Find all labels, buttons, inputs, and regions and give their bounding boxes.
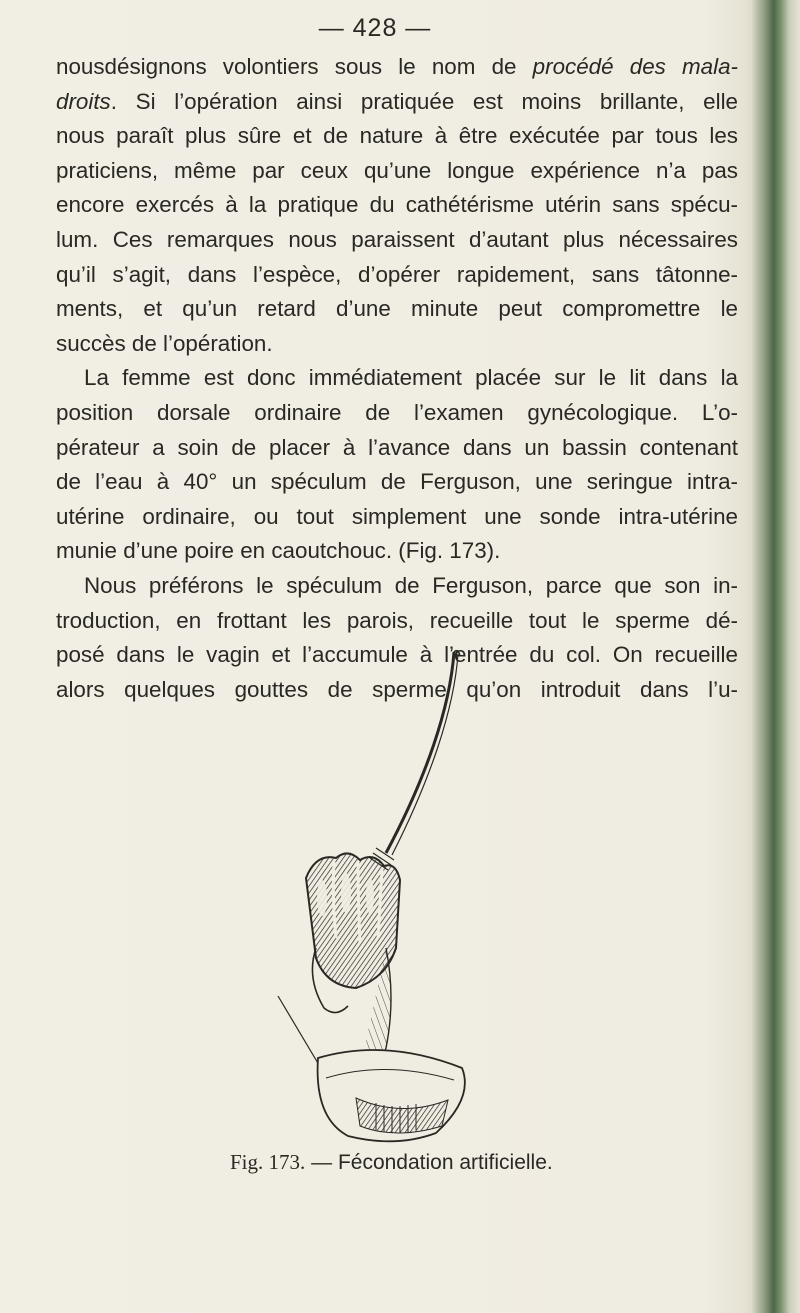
figure-caption — [230, 1150, 630, 1175]
page-edge-shadow — [752, 0, 800, 1313]
text-line: ments, et qu’un retard d’une minute peut compromettre le — [56, 296, 738, 322]
syringe-hand-engraving — [236, 648, 536, 1168]
text-line: de l’eau à 40° un spéculum de Ferguson, une seringue intra- — [56, 469, 738, 495]
text-line: praticiens, même par ceux qu’une longue expérience n’a pas — [56, 157, 738, 183]
text-line: encore exercés à la pratique du cathétérisme utérin sans spécu- — [56, 192, 738, 218]
body-text — [56, 50, 738, 707]
text-line: pérateur a soin de placer à l’avance dans un bassin contenant — [56, 434, 738, 460]
text-line: utérine ordinaire, ou tout simplement une sonde intra-utérine — [56, 503, 738, 529]
text-line: La femme est donc immédiatement placée sur le lit dans la — [84, 365, 738, 391]
text-line: posé dans le vagin et l’accumule à l’entrée du col. On recueille — [56, 642, 738, 668]
text-line: succès de l’opération. — [56, 330, 273, 356]
figure-illustration — [236, 648, 536, 1168]
text-line: qu’il s’agit, dans l’espèce, d’opérer rapidement, sans tâtonne- — [56, 261, 738, 287]
text-line: droits. Si l’opération ainsi pratiquée est moins brillante, elle — [56, 88, 738, 114]
figure-caption-text: — Fécondation artificielle. — [311, 1151, 553, 1174]
text-line: troduction, en frottant les parois, recueille tout le sperme dé- — [56, 607, 738, 633]
text-line: nous paraît plus sûre et de nature à être exécutée par tous les — [56, 123, 738, 149]
paragraph-2 — [56, 361, 738, 569]
figure-number: Fig. 173. — [230, 1150, 306, 1174]
text-line: munie d’une poire en caoutchouc. (Fig. 173). — [56, 538, 501, 564]
text-line: position dorsale ordinaire de l’examen gynécologique. L’o- — [56, 399, 738, 425]
paragraph-1 — [56, 50, 738, 361]
text-line: lum. Ces remarques nous paraissent d’autant plus nécessaires — [56, 226, 738, 252]
text-line: Nous préférons le spéculum de Ferguson, parce que son in- — [84, 572, 738, 598]
page-number: — 428 — — [318, 14, 432, 42]
text-line: alors quelques gouttes de sperme qu’on introduit dans l’u- — [56, 676, 738, 702]
text-line: nousdésignons volontiers sous le nom de procédé des mala- — [56, 54, 738, 79]
